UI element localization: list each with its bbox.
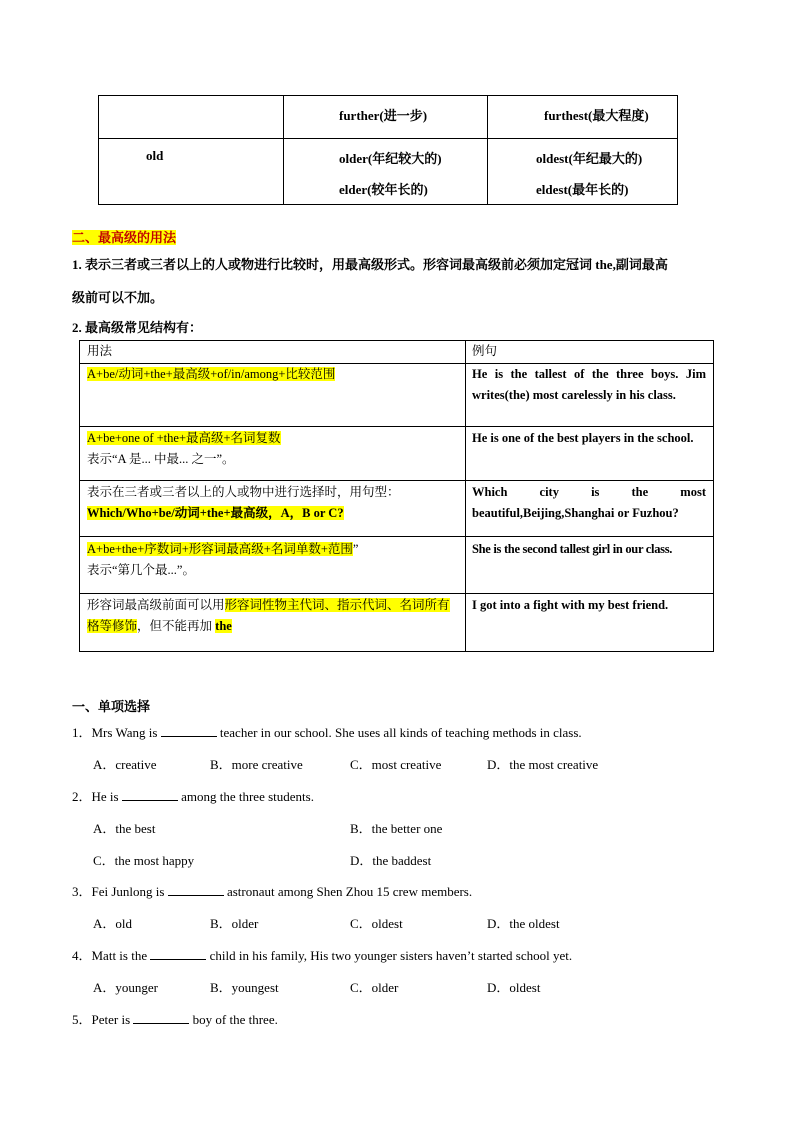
table-divider [283, 96, 284, 204]
table-cell-example: She is the second tallest girl in our class. [472, 542, 673, 556]
question: 1．Mrs Wang is teacher in our school. She uses all kinds of teaching methods in class. [72, 725, 582, 740]
question: 4．Matt is the child in his family, His two younger sisters haven’t started school yet. [72, 948, 573, 963]
table-cell-example: Which city is the most beautiful,Beijing,Shanghai or Fuzhou? [472, 485, 706, 520]
table-divider [80, 480, 713, 481]
comparison-table [98, 95, 678, 205]
paragraph: 级前可以不加。 [72, 290, 164, 305]
option: B．older [210, 916, 259, 931]
table-divider [80, 536, 713, 537]
answer-blank [122, 789, 178, 801]
question: 2．He is among the three students. [72, 789, 314, 804]
table-divider [487, 96, 488, 204]
table-cell: eldest(最年长的) [536, 182, 629, 197]
option: A．creative [93, 757, 157, 772]
option: B．more creative [210, 757, 303, 772]
option: A．younger [93, 980, 158, 995]
table-cell-usage: 表示在三者或三者以上的人或物中进行选择时，用句型： Which/Who+be/动词+the+最高级，A，B or C? [87, 485, 400, 520]
option: A．old [93, 916, 133, 931]
table-cell-usage: A+be+one of +the+最高级+名词复数 表示“A 是... 中最... 之一”。 [87, 431, 281, 466]
table-cell: further(进一步) [339, 108, 428, 123]
superlative-usage-table [79, 340, 714, 652]
section-title: 二、最高级的用法 [72, 230, 177, 245]
option: C．the most happy [93, 853, 195, 868]
table-divider [465, 341, 466, 651]
option: D．the most creative [487, 757, 599, 772]
option: A．the best [93, 821, 156, 836]
table-cell-usage: A+be+the+序数词+形容词最高级+名词单数+范围” 表示“第几个最...”。 [87, 542, 359, 577]
exercise-heading: 一、单项选择 [72, 699, 151, 714]
table-header-example: 例句 [472, 344, 498, 358]
table-cell: older(年纪较大的) [339, 151, 442, 166]
option: C．oldest [350, 916, 403, 931]
table-cell-example: He is the tallest of the three boys. Jim writes(the) most carelessly in his class. [472, 367, 706, 402]
table-header-usage: 用法 [87, 344, 113, 358]
table-divider [99, 138, 677, 139]
option: C．older [350, 980, 399, 995]
answer-blank [150, 948, 206, 960]
table-cell-usage: A+be/动词+the+最高级+of/in/among+比较范围 [87, 367, 336, 381]
table-cell: old [146, 148, 164, 163]
table-divider [80, 426, 713, 427]
table-cell-example: I got into a fight with my best friend. [472, 598, 669, 612]
answer-blank [133, 1012, 189, 1024]
table-cell: furthest(最大程度) [544, 108, 649, 123]
option: C．most creative [350, 757, 442, 772]
answer-blank [168, 884, 224, 896]
option: B．youngest [210, 980, 279, 995]
option: B．the better one [350, 821, 443, 836]
option: D．the oldest [487, 916, 560, 931]
table-cell-example: He is one of the best players in the school. [472, 431, 694, 445]
question: 5．Peter is boy of the three. [72, 1012, 278, 1027]
answer-blank [161, 725, 217, 737]
table-cell: oldest(年纪最大的) [536, 151, 643, 166]
option: D．the baddest [350, 853, 432, 868]
paragraph: 1. 表示三者或三者以上的人或物进行比较时，用最高级形式。形容词最高级前必须加定冠词 the,副词最高 [72, 257, 668, 272]
table-cell: elder(较年长的) [339, 182, 428, 197]
option: D．oldest [487, 980, 541, 995]
question: 3．Fei Junlong is astronaut among Shen Zhou 15 crew members. [72, 884, 473, 899]
table-divider [80, 593, 713, 594]
table-cell-usage: 形容词最高级前面可以用形容词性物主代词、指示代词、名词所有格等修饰，但不能再加 the [87, 598, 450, 633]
paragraph: 2. 最高级常见结构有： [72, 320, 203, 335]
